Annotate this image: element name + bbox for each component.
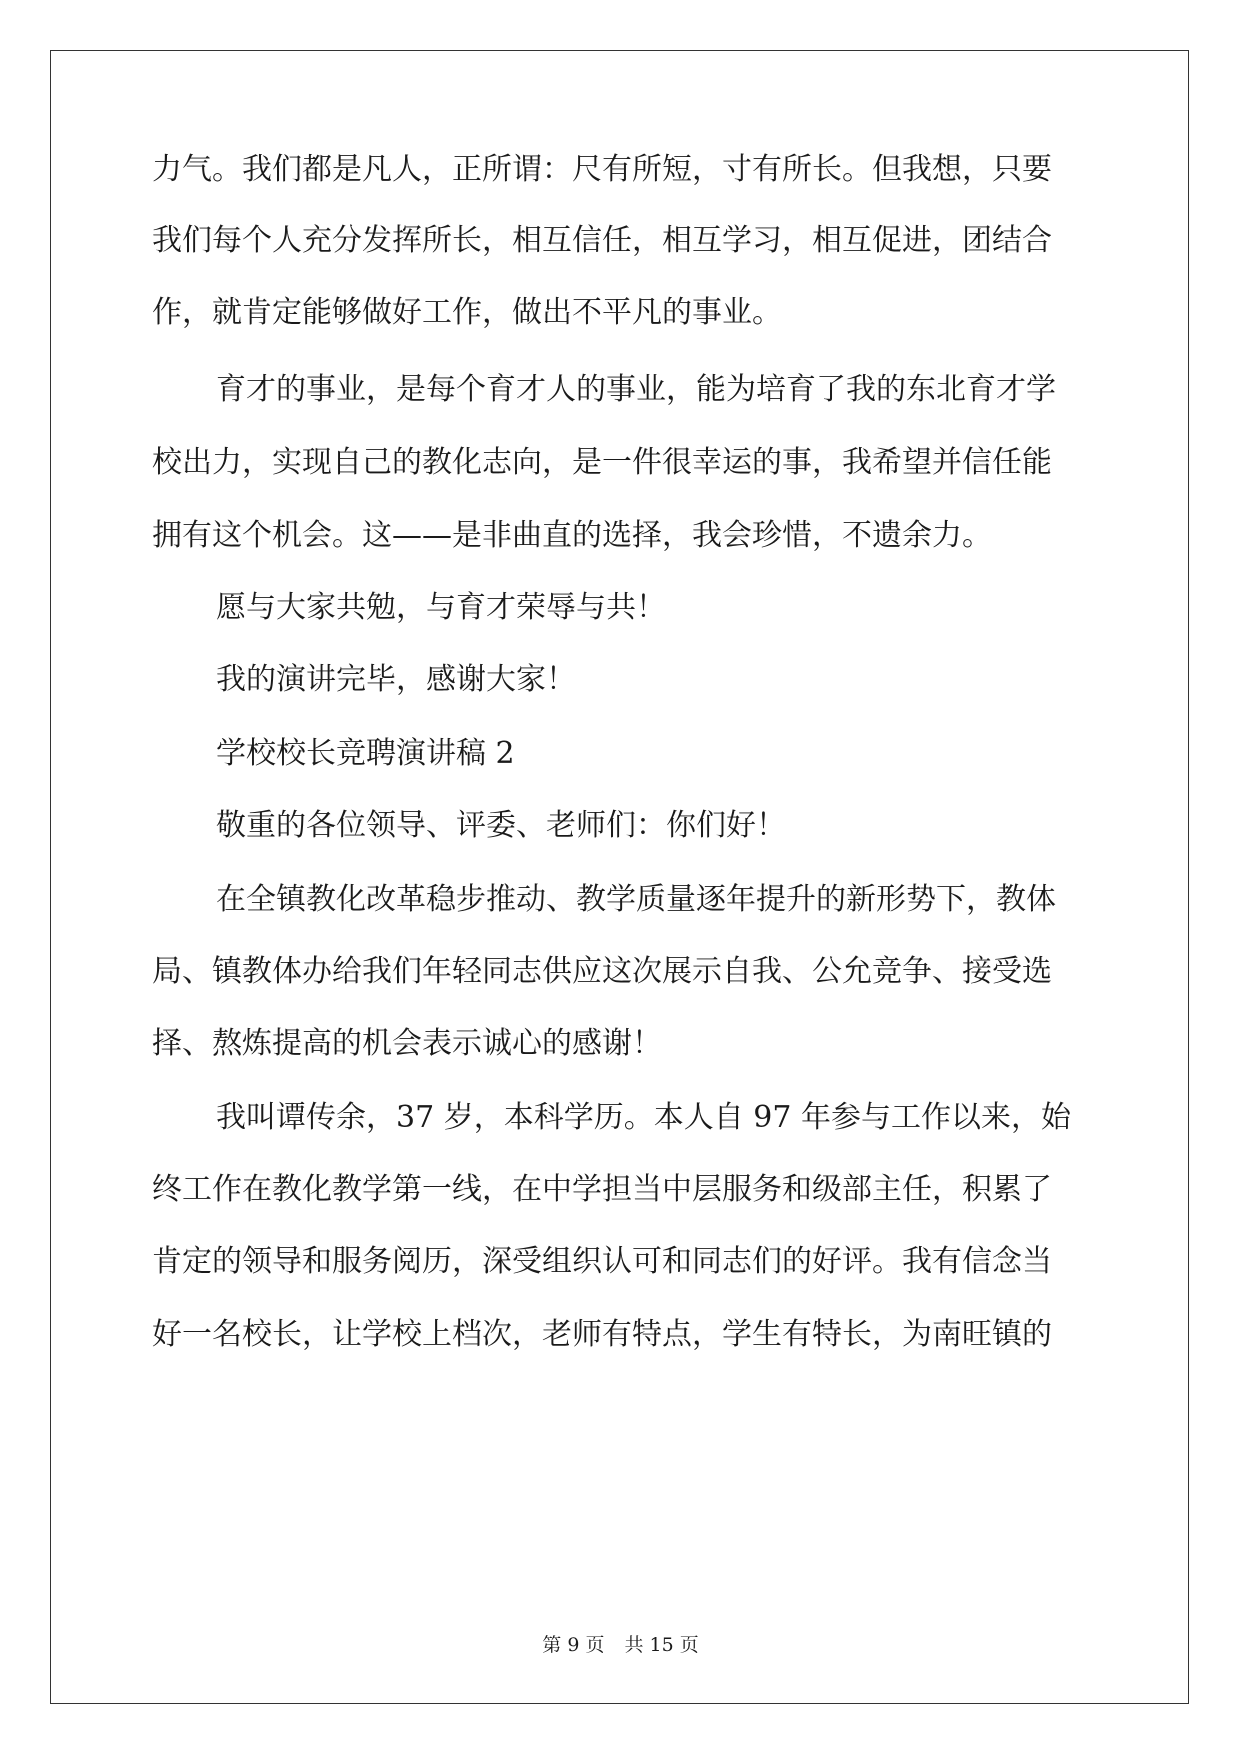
text-line: 我们每个人充分发挥所长，相互信任，相互学习，相互促进，团结合 (152, 223, 1052, 258)
text-line: 择、熬炼提高的机会表示诚心的感谢！ (152, 1026, 662, 1061)
text-line: 校出力，实现自己的教化志向，是一件很幸运的事，我希望并信任能 (152, 445, 1052, 480)
text-line: 局、镇教体办给我们年轻同志供应这次展示自我、公允竞争、接受选 (152, 954, 1052, 989)
page-total: 共 15 页 (624, 1634, 699, 1656)
text-line: 作，就肯定能够做好工作，做出不平凡的事业。 (152, 295, 782, 330)
text-line: 好一名校长，让学校上档次，老师有特点，学生有特长，为南旺镇的 (152, 1317, 1052, 1352)
text-line: 在全镇教化改革稳步推动、教学质量逐年提升的新形势下，教体 (216, 882, 1056, 917)
text-line: 拥有这个机会。这——是非曲直的选择，我会珍惜，不遗余力。 (152, 518, 992, 553)
section-heading: 学校校长竞聘演讲稿 2 (216, 736, 515, 771)
page-footer (0, 1633, 1241, 1657)
text-line: 育才的事业，是每个育才人的事业，能为培育了我的东北育才学 (216, 372, 1056, 407)
text-line: 肯定的领导和服务阅历，深受组织认可和同志们的好评。我有信念当 (152, 1244, 1052, 1279)
text-line: 愿与大家共勉，与育才荣辱与共！ (216, 590, 666, 625)
text-line: 敬重的各位领导、评委、老师们：你们好！ (216, 808, 786, 843)
text-line: 力气。我们都是凡人，正所谓：尺有所短，寸有所长。但我想，只要 (152, 152, 1052, 187)
page-number: 第 9 页 (542, 1634, 605, 1656)
text-line: 我叫谭传余，37 岁，本科学历。本人自 97 年参与工作以来，始 (216, 1100, 1071, 1135)
text-line: 我的演讲完毕，感谢大家！ (216, 662, 576, 697)
text-line: 终工作在教化教学第一线，在中学担当中层服务和级部主任，积累了 (152, 1172, 1052, 1207)
